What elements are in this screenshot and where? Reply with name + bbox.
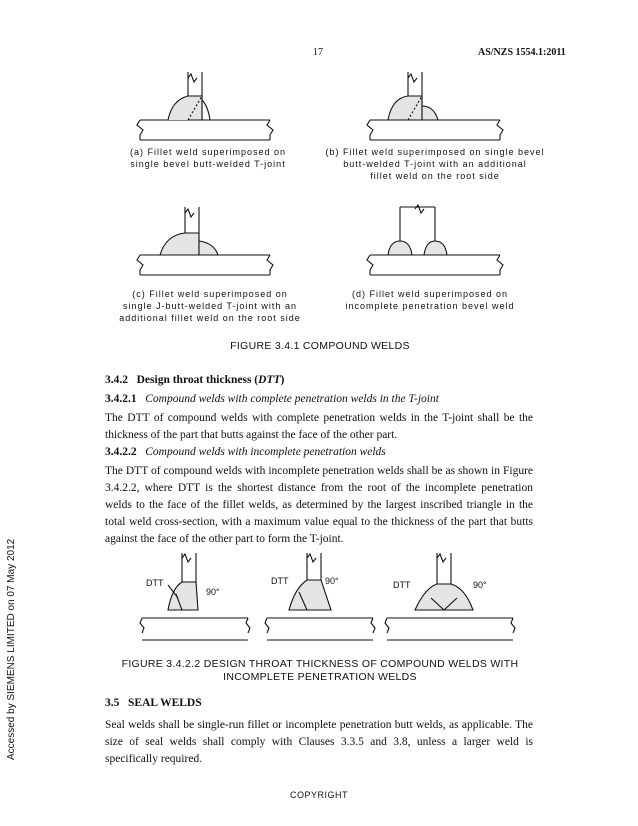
section-3421-heading: 3.4.2.1 Compound welds with complete penetration welds in the T-joint	[105, 393, 439, 405]
diagram-d	[360, 205, 510, 280]
diagram-a	[130, 70, 280, 145]
angle-label-1: 90°	[206, 587, 220, 597]
figure-3422-title: FIGURE 3.4.2.2 DESIGN THROAT THICKNESS OF COMPOUND WELDS WITH INCOMPLETE PENETRATION WELDS	[121, 658, 519, 683]
standard-designation: AS/NZS 1554.1:2011	[478, 47, 566, 58]
copyright-footer: COPYRIGHT	[289, 790, 348, 800]
access-note: Accessed by SIEMENS LIMITED on 07 May 2012	[6, 538, 17, 760]
section-3421-body: The DTT of compound welds with complete penetration welds in the T-joint shall be the thickness of the part that butts against the face of the other part.	[105, 412, 533, 441]
dtt-diagram-1	[140, 548, 250, 643]
section-3422-body: The DTT of compound welds with incomplete penetration welds shall be as shown in Figure 3.4.2.2, where DTT is the shortest distance from the root of the incomplete penetration welds to the face of the fillet welds, as determined by the largest inscribed triangle in the total weld cross-section, with a maximum value equal to the thickness of the part that butts against the face of the other part to form the T-joint.	[105, 465, 533, 545]
figure-341-title: FIGURE 3.4.1 COMPOUND WELDS	[230, 340, 410, 352]
section-35-heading: 3.5 SEAL WELDS	[105, 697, 202, 709]
diagram-c	[130, 205, 280, 280]
caption-a: (a) Fillet weld superimposed on single bevel butt-welded T-joint	[129, 147, 287, 169]
caption-c: (c) Fillet weld superimposed on single J-butt-welded T-joint with an additional fillet weld on the root side	[119, 289, 301, 323]
dtt-label-3: DTT	[393, 580, 411, 590]
section-342-heading: 3.4.2 Design throat thickness (DTT)	[105, 374, 285, 386]
page-number: 17	[313, 47, 323, 58]
dtt-diagram-2	[265, 548, 375, 643]
caption-b: (b) Fillet weld superimposed on single bevel butt-welded T-joint with an additional fillet weld on the root side	[325, 147, 545, 181]
section-3422-heading: 3.4.2.2 Compound welds with incomplete penetration welds	[105, 446, 386, 458]
dtt-label-1: DTT	[146, 578, 164, 588]
caption-d: (d) Fillet weld superimposed on incomplete penetration bevel weld	[345, 289, 515, 311]
angle-label-2: 90°	[325, 576, 339, 586]
angle-label-3: 90°	[473, 580, 487, 590]
dtt-label-2: DTT	[271, 576, 289, 586]
diagram-b	[360, 70, 510, 145]
dtt-diagram-3	[385, 548, 515, 643]
section-35-body: Seal welds shall be single-run fillet or incomplete penetration butt welds, as applicable. The size of seal welds shall comply with Clauses 3.3.5 and 3.8, unless a larger weld is specifically required.	[105, 719, 533, 765]
